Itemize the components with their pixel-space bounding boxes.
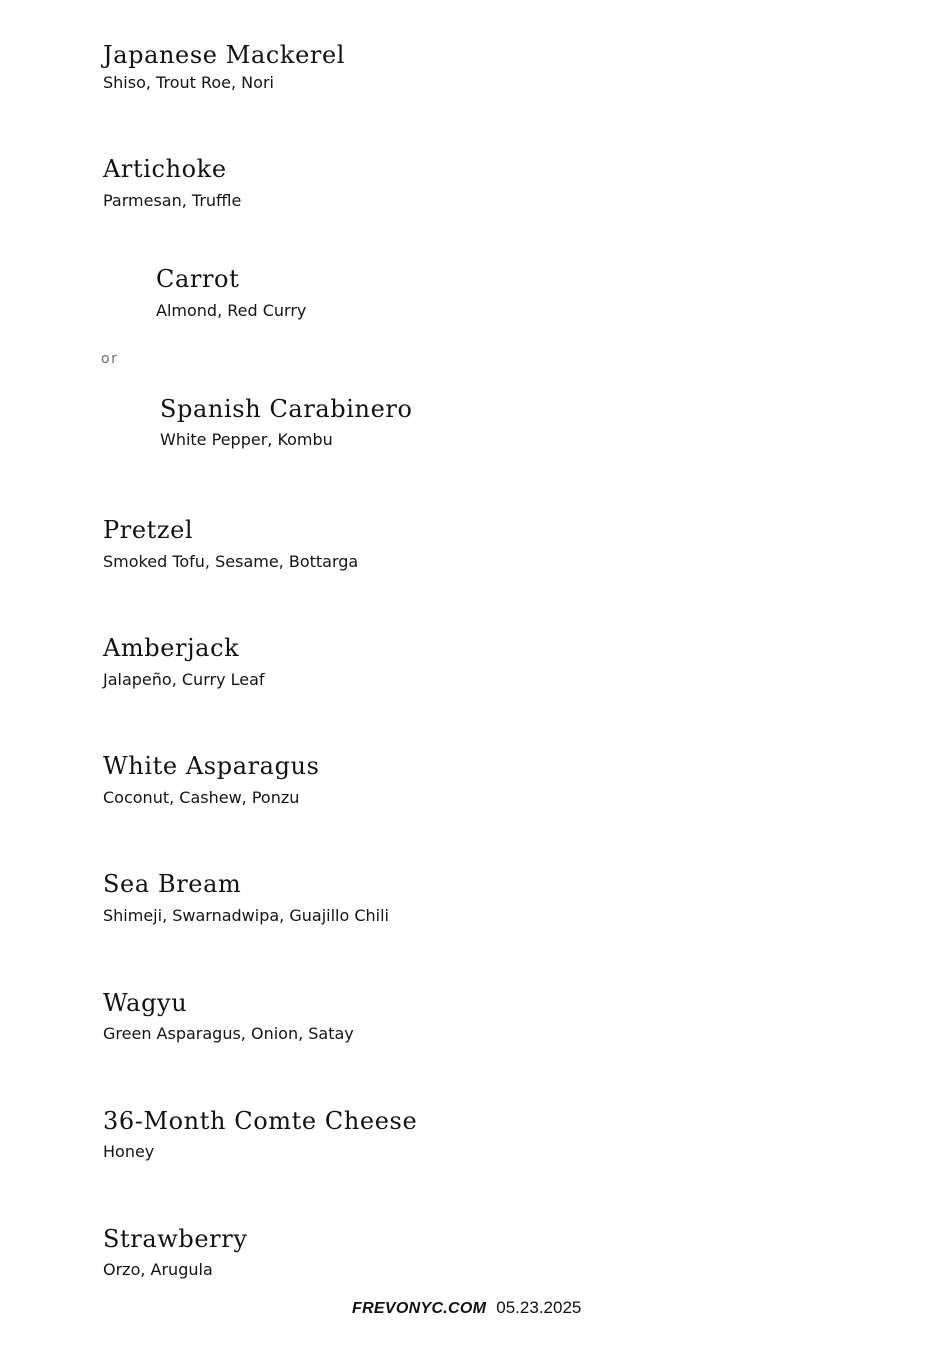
course-amberjack — [103, 634, 265, 690]
dish-description: Jalapeño, Curry Leaf — [103, 670, 265, 689]
dish-name: Amberjack — [103, 634, 240, 662]
dish-description: Honey — [103, 1142, 155, 1161]
course-strawberry — [103, 1225, 247, 1280]
dish-description: Green Asparagus, Onion, Satay — [103, 1024, 354, 1043]
dish-name: Spanish Carabinero — [160, 395, 413, 423]
dish-name: Wagyu — [103, 989, 188, 1017]
dish-name: Artichoke — [103, 155, 227, 183]
alternative-or-label: or — [101, 351, 119, 367]
course-artichoke — [103, 155, 241, 211]
dish-description: Coconut, Cashew, Ponzu — [103, 788, 300, 807]
dish-description: Shimeji, Swarnadwipa, Guajillo Chili — [103, 906, 389, 925]
dish-description: Smoked Tofu, Sesame, Bottarga — [103, 552, 359, 571]
website-link[interactable]: FREVONYC.COM — [352, 1300, 487, 1317]
page-footer — [352, 1298, 581, 1318]
dish-description: Orzo, Arugula — [103, 1260, 213, 1279]
dish-description: White Pepper, Kombu — [160, 430, 333, 449]
dish-name: Strawberry — [103, 1225, 248, 1253]
dish-name: 36-Month Comte Cheese — [103, 1107, 418, 1135]
course-japanese-mackerel — [103, 41, 345, 93]
dish-description: Parmesan, Truffle — [103, 191, 242, 210]
course-carrot — [156, 265, 306, 321]
dish-description: Almond, Red Curry — [156, 301, 307, 320]
course-spanish-carabinero — [160, 395, 413, 450]
dish-name: Japanese Mackerel — [103, 41, 346, 69]
dish-description: Shiso, Trout Roe, Nori — [103, 73, 274, 92]
menu-date: 05.23.2025 — [496, 1298, 582, 1317]
course-pretzel — [103, 516, 358, 572]
dish-name: Pretzel — [103, 516, 194, 544]
course-wagyu — [103, 989, 354, 1044]
dish-name: Carrot — [156, 265, 240, 293]
course-white-asparagus — [103, 752, 320, 808]
course-sea-bream — [103, 870, 389, 926]
course-comte-cheese — [103, 1107, 417, 1162]
dish-name: Sea Bream — [103, 870, 242, 898]
dish-name: White Asparagus — [103, 752, 320, 780]
